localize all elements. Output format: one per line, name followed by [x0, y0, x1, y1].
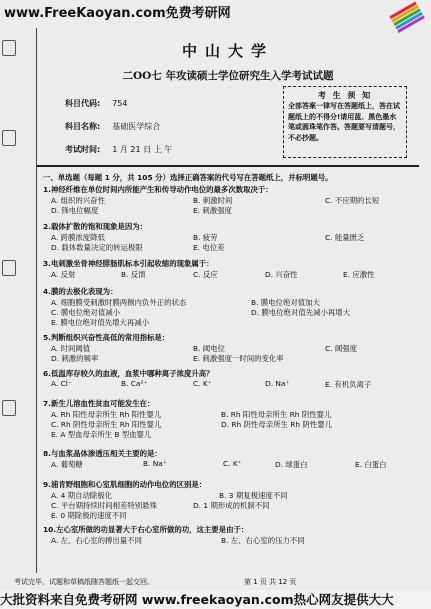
exam-title: 二OO七 年攻读硕士学位研究生入学考试试题 — [122, 70, 334, 82]
option: A. 葡萄糖 — [51, 460, 83, 469]
subject-code-row — [65, 98, 127, 109]
question-stem: 5.判断组织兴奋性高低的常用指标是： — [43, 333, 170, 342]
option: D. 球蛋白 — [275, 460, 308, 469]
option: C. K⁺ — [193, 379, 212, 388]
question-8 — [43, 448, 415, 470]
question-stem: 6.低温库存较久的血液，血浆中哪种离子浓度升高？ — [43, 369, 214, 378]
option: C. Rh 阴性母亲所生 Rh 阳性婴儿 — [51, 420, 162, 429]
exam-header — [37, 28, 419, 163]
header-divider — [37, 165, 419, 167]
option: D. 兴奋性 — [265, 270, 298, 279]
university-name: 中山大学 — [181, 42, 274, 60]
option: C. 平台期持续时间相差特别悬殊 — [51, 501, 157, 510]
option: E. 膜电位绝对值先增大再减小 — [51, 318, 150, 327]
scan-binding-marks — [2, 40, 16, 560]
subject-name-label: 科目名称: — [65, 122, 101, 131]
question-stem: 4.膜的去极化表现为： — [43, 287, 118, 296]
option: A. 左、右心室的搏出量不同 — [51, 536, 142, 545]
question-10 — [43, 524, 415, 548]
subject-code-label: 科目代码: — [65, 99, 101, 108]
question-4 — [43, 286, 415, 326]
question-3 — [43, 258, 415, 280]
question-stem: 2.载体扩散的饱和现象是因为： — [43, 222, 148, 231]
option: B. Rh 阳性母亲所生 Rh 阴性婴儿 — [221, 410, 332, 419]
option: A. Rh 阳性母亲所生 Rh 阳性婴儿 — [51, 410, 162, 419]
option: A. 组织的兴奋性 — [51, 196, 105, 205]
question-stem: 9.浦肯野细胞和心室肌细胞的动作电位的区别是： — [43, 480, 207, 489]
option: B. 左、右心室的压力不同 — [221, 536, 305, 545]
option: A. 反射 — [51, 270, 76, 279]
option: C. 膜电位绝对值减小 — [51, 308, 120, 317]
question-2 — [43, 221, 415, 251]
option: D. 1 期形成的机制不同 — [193, 501, 270, 510]
page-number: 第 1 页 共 12 页 — [244, 578, 297, 586]
option: B. 膜电位绝对值加大 — [251, 298, 320, 307]
option: D. 锋电位幅度 — [51, 206, 99, 215]
page-footer — [14, 577, 344, 587]
subject-code-value: 754 — [112, 99, 128, 108]
exam-time-label: 考试时间: — [65, 145, 101, 154]
option: E. 应激性 — [343, 270, 375, 279]
option: B. Na⁺ — [143, 459, 167, 468]
exam-document — [36, 28, 419, 573]
option: E. 有机负离子 — [325, 380, 372, 389]
option: B. 反馈 — [121, 270, 146, 279]
question-9 — [43, 479, 415, 519]
option: A. 时间阈值 — [51, 344, 91, 353]
question-6 — [43, 368, 415, 390]
option: D. Na⁺ — [265, 379, 290, 388]
notice-title: 考 生 须 知 — [317, 91, 373, 100]
option: B. 3 期复极速度不同 — [219, 491, 288, 500]
question-1 — [43, 184, 415, 214]
option: D. 刺激的频率 — [51, 354, 99, 363]
option: C. 能量匮乏 — [325, 233, 365, 242]
option: D. 膜电位绝对值先减小再增大 — [251, 308, 351, 317]
option: B. 刺激时间 — [193, 196, 233, 205]
question-stem: 8.与血浆晶体渗透压相关主要的是： — [43, 449, 162, 458]
exam-time-value: 1 月 21 日 上 午 — [112, 145, 173, 154]
exam-time-row — [65, 144, 172, 155]
watermark-top: www.FreeKaoyan.com免费考研网 — [4, 6, 231, 21]
footer-note: 考试完毕，试题和草稿纸随答题纸一起交回。 — [14, 578, 154, 586]
section-header: 一、单选题（每题 1 分，共 105 分）选择正确答案的代号写在答题纸上，并标明题号。 — [43, 173, 333, 182]
question-stem: 3.电刺激坐骨神经腓肠肌标本引起收缩的现象属于： — [43, 259, 214, 268]
question-5 — [43, 332, 415, 362]
notice-body: 全部答案一律写在答题纸上，答在试题纸上的不得分!请用蓝、黑色墨水笔或圆珠笔作答。答题要写清题号，不必抄题。 — [288, 102, 400, 142]
question-7 — [43, 398, 415, 438]
option: C. 不应期的长短 — [325, 196, 380, 205]
option: E. 电位差 — [193, 243, 225, 252]
watermark-bottom: 大批资料来自免费考研网 www.freekaoyan.com热心网友提供大大 — [0, 590, 431, 609]
option: D. Rh 阴性母亲所生 Rh 阴性婴儿 — [221, 420, 332, 429]
question-section — [37, 172, 419, 564]
option: E. A 型血母亲所生 B 型血婴儿 — [51, 430, 152, 439]
option: E. 刺激强度 — [193, 206, 232, 215]
subject-name-value: 基础医学综合 — [112, 122, 161, 131]
question-stem: 7.新生儿溶血性贫血可能发生在： — [43, 399, 155, 408]
option: B. 疲劳 — [193, 233, 218, 242]
candidate-notice-box — [283, 86, 407, 158]
option: A. 跨膜浓度降低 — [51, 233, 105, 242]
option: D. 载体数量决定的转运极限 — [51, 243, 143, 252]
option: C. 阈强度 — [325, 344, 358, 353]
question-stem: 1.神经纤维在单位时间内所能产生和传导动作电位的最多次数取决于： — [43, 185, 273, 194]
option: C. 反应 — [193, 270, 218, 279]
option: E. 刺激强度一时间的变化率 — [193, 354, 284, 363]
option: A. 细胞膜受刺激时膜两侧内负外正的状态 — [51, 298, 187, 307]
option: A. 4 期自动除极化 — [51, 491, 113, 500]
option: C. K⁺ — [223, 459, 242, 468]
subject-name-row — [65, 121, 160, 132]
option: A. Cl⁻ — [51, 379, 72, 388]
option: B. 阈电位 — [193, 344, 225, 353]
option: E. 0 期除极的速度不同 — [51, 511, 127, 520]
option: E. 白蛋白 — [355, 460, 387, 469]
option: B. Ca²⁺ — [121, 379, 148, 388]
question-stem: 10.左心室所做的功显著大于右心室所做的功，这主要是由于： — [43, 525, 249, 534]
